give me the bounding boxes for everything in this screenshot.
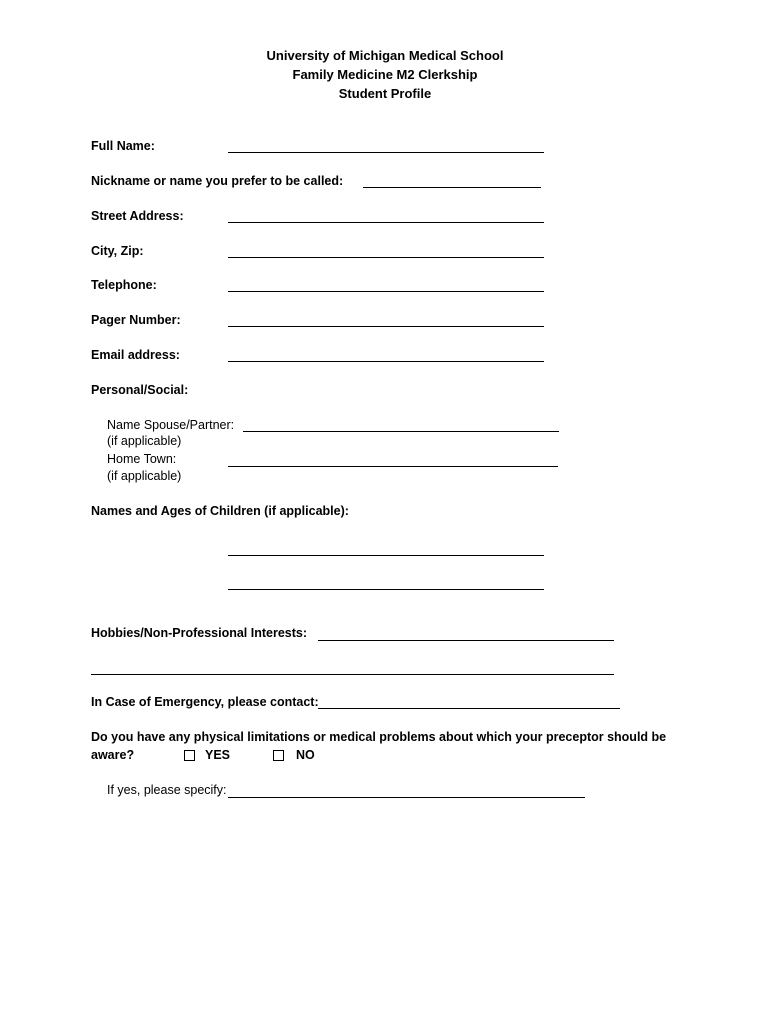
medical-question-line2: aware? bbox=[91, 748, 135, 762]
emergency-contact-label: In Case of Emergency, please contact: bbox=[91, 695, 319, 709]
telephone-label: Telephone: bbox=[91, 278, 157, 292]
no-checkbox[interactable] bbox=[273, 749, 284, 763]
no-label: NO bbox=[296, 748, 315, 762]
spouse-note: (if applicable) bbox=[107, 434, 182, 448]
spouse-label: Name Spouse/Partner: bbox=[107, 418, 235, 432]
pager-number-label: Pager Number: bbox=[91, 313, 181, 327]
nickname-label: Nickname or name you prefer to be called: bbox=[91, 174, 344, 188]
hobbies-field-continued[interactable] bbox=[91, 674, 614, 675]
hobbies-label: Hobbies/Non-Professional Interests: bbox=[91, 626, 308, 640]
nickname-field[interactable] bbox=[363, 187, 541, 188]
email-field[interactable] bbox=[228, 361, 544, 362]
email-label: Email address: bbox=[91, 348, 180, 362]
yes-label: YES bbox=[205, 748, 231, 762]
header-school: University of Michigan Medical School bbox=[266, 48, 504, 63]
header-title: Student Profile bbox=[338, 86, 432, 101]
street-address-field[interactable] bbox=[228, 222, 544, 223]
specify-label: If yes, please specify: bbox=[107, 783, 227, 797]
full-name-label: Full Name: bbox=[91, 139, 155, 153]
personal-social-heading: Personal/Social: bbox=[91, 383, 189, 397]
spouse-field[interactable] bbox=[243, 431, 559, 432]
city-zip-label: City, Zip: bbox=[91, 244, 144, 258]
children-field-1[interactable] bbox=[228, 555, 544, 556]
header-clerkship: Family Medicine M2 Clerkship bbox=[292, 67, 478, 82]
hometown-note: (if applicable) bbox=[107, 469, 182, 483]
emergency-contact-field[interactable] bbox=[318, 708, 620, 709]
children-field-2[interactable] bbox=[228, 589, 544, 590]
hobbies-field[interactable] bbox=[318, 640, 614, 641]
medical-question-line1: Do you have any physical limitations or medical problems about which your preceptor should be bbox=[91, 730, 667, 744]
hometown-label: Home Town: bbox=[107, 452, 177, 466]
full-name-field[interactable] bbox=[228, 152, 544, 153]
yes-checkbox[interactable] bbox=[184, 749, 195, 763]
pager-number-field[interactable] bbox=[228, 326, 544, 327]
telephone-field[interactable] bbox=[228, 291, 544, 292]
street-address-label: Street Address: bbox=[91, 209, 184, 223]
specify-field[interactable] bbox=[228, 797, 585, 798]
city-zip-field[interactable] bbox=[228, 257, 544, 258]
hometown-field[interactable] bbox=[228, 466, 558, 467]
children-label: Names and Ages of Children (if applicable): bbox=[91, 504, 349, 518]
